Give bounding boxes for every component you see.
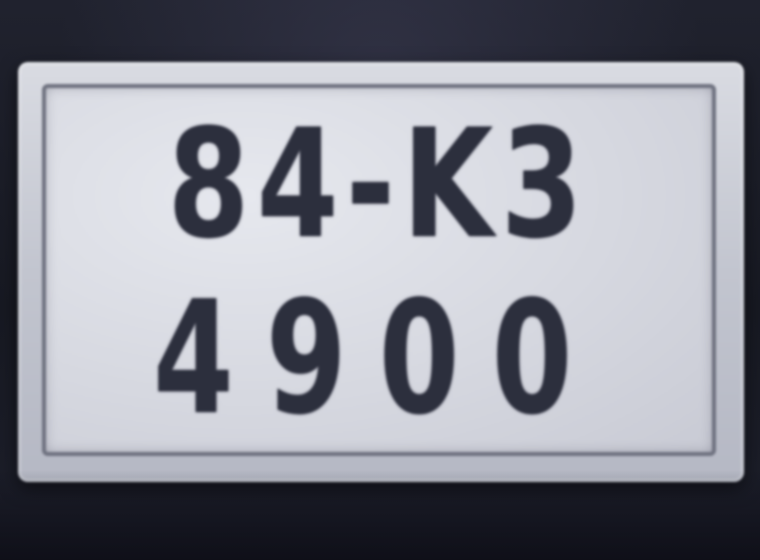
license-plate-face bbox=[42, 84, 716, 456]
plate-serial-number: 4900 bbox=[153, 267, 605, 449]
bottom-shadow bbox=[0, 470, 760, 560]
plate-registration-code: 84-K3 bbox=[167, 98, 591, 272]
license-plate bbox=[18, 62, 744, 482]
